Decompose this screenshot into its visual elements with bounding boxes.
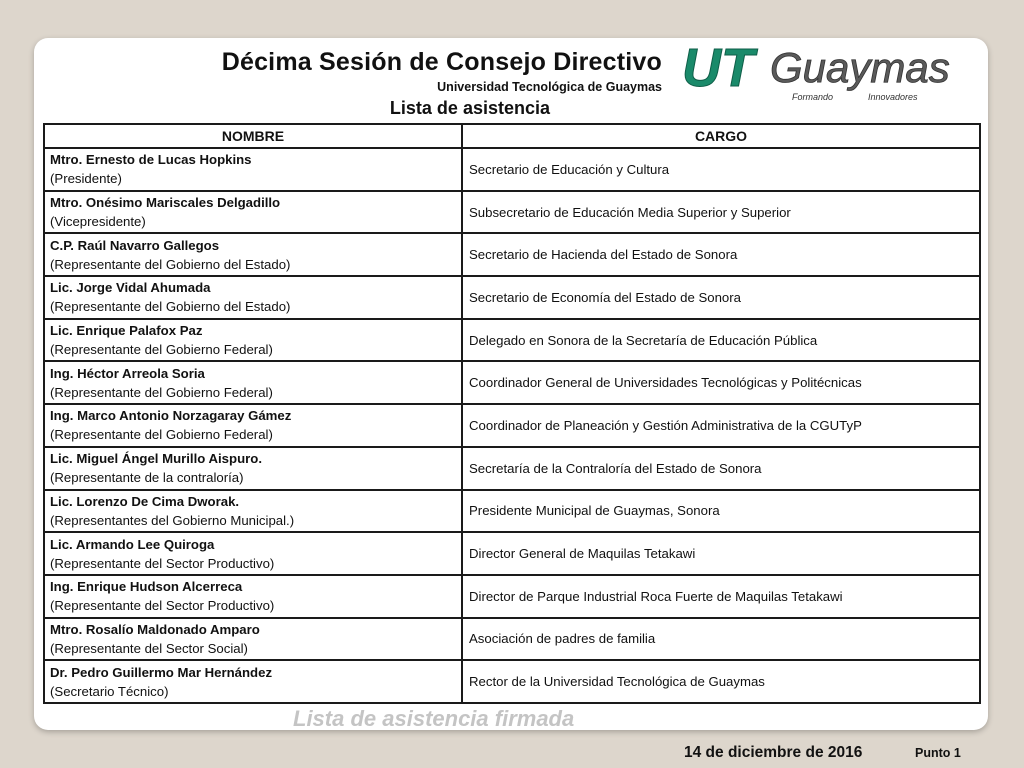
member-name: Dr. Pedro Guillermo Mar Hernández <box>50 664 273 680</box>
cargo-cell: Rector de la Universidad Tecnológica de Guaymas <box>462 660 980 703</box>
table-row <box>44 404 980 447</box>
cargo-cell: Secretario de Educación y Cultura <box>462 148 980 191</box>
agenda-point: Punto 1 <box>915 746 961 760</box>
table-row <box>44 447 980 490</box>
name-cell <box>44 490 462 533</box>
list-title: Lista de asistencia <box>389 98 550 118</box>
name-cell <box>44 319 462 362</box>
member-role: (Representante del Gobierno Federal) <box>50 342 273 358</box>
member-role: (Representante del Gobierno Federal) <box>50 427 273 443</box>
member-role: (Presidente) <box>50 171 122 187</box>
member-name: Lic. Lorenzo De Cima Dworak. <box>50 493 240 509</box>
name-cell <box>44 575 462 618</box>
cargo-cell: Secretario de Hacienda del Estado de Sonora <box>462 233 980 276</box>
cargo-cell: Secretario de Economía del Estado de Sonora <box>462 276 980 319</box>
table-row <box>44 490 980 533</box>
cargo-cell: Coordinador de Planeación y Gestión Administrativa de la CGUTyP <box>462 404 980 447</box>
name-cell <box>44 660 462 703</box>
member-role: (Representante del Gobierno Federal) <box>50 384 273 400</box>
name-cell <box>44 148 462 191</box>
table-row <box>44 660 980 703</box>
table-header-row <box>44 124 980 148</box>
ut-guaymas-logo <box>680 36 970 110</box>
name-cell <box>44 404 462 447</box>
cargo-cell: Delegado en Sonora de la Secretaría de Educación Pública <box>462 319 980 362</box>
table-row <box>44 618 980 661</box>
signed-list-note: Lista de asistencia firmada <box>293 706 575 731</box>
cargo-cell: Subsecretario de Educación Media Superior y Superior <box>462 191 980 234</box>
member-name: Lic. Jorge Vidal Ahumada <box>50 280 211 296</box>
cargo-cell: Secretaría de la Contraloría del Estado de Sonora <box>462 447 980 490</box>
name-cell <box>44 191 462 234</box>
member-name: Ing. Héctor Arreola Soria <box>50 365 205 381</box>
member-role: (Representante del Sector Productivo) <box>50 555 275 571</box>
member-role: (Secretario Técnico) <box>50 683 169 699</box>
header-cargo: CARGO <box>462 124 980 148</box>
page-title: Décima Sesión de Consejo Directivo <box>221 48 662 76</box>
header-nombre: NOMBRE <box>44 124 462 148</box>
name-cell <box>44 233 462 276</box>
table-row <box>44 233 980 276</box>
member-role: (Representante del Sector Social) <box>50 640 248 656</box>
member-role: (Representante del Sector Productivo) <box>50 598 275 614</box>
cargo-cell: Asociación de padres de familia <box>462 618 980 661</box>
table-row <box>44 191 980 234</box>
name-cell <box>44 618 462 661</box>
name-cell <box>44 361 462 404</box>
member-role: (Representante del Gobierno del Estado) <box>50 299 291 315</box>
table-row <box>44 148 980 191</box>
member-name: Mtro. Rosalío Maldonado Amparo <box>50 621 260 637</box>
table-row <box>44 319 980 362</box>
cargo-cell: Director de Parque Industrial Roca Fuerte de Maquilas Tetakawi <box>462 575 980 618</box>
table-row <box>44 532 980 575</box>
session-date: 14 de diciembre de 2016 <box>684 744 863 761</box>
logo-ut-text: UT <box>682 38 754 98</box>
member-name: Lic. Armando Lee Quiroga <box>50 536 215 552</box>
member-role: (Representante de la contraloría) <box>50 470 244 486</box>
member-name: Lic. Miguel Ángel Murillo Aispuro. <box>50 451 262 467</box>
cargo-cell: Director General de Maquilas Tetakawi <box>462 532 980 575</box>
member-role: (Representantes del Gobierno Municipal.) <box>50 512 295 528</box>
table-row <box>44 276 980 319</box>
member-name: Mtro. Onésimo Mariscales Delgadillo <box>50 195 281 211</box>
member-role: (Vicepresidente) <box>50 214 146 230</box>
logo-tagline-right: Innovadores <box>868 92 918 102</box>
name-cell <box>44 276 462 319</box>
member-role: (Representante del Gobierno del Estado) <box>50 256 291 272</box>
member-name: C.P. Raúl Navarro Gallegos <box>50 237 220 253</box>
table-row <box>44 575 980 618</box>
cargo-cell: Coordinador General de Universidades Tecnológicas y Politécnicas <box>462 361 980 404</box>
name-cell <box>44 532 462 575</box>
university-subtitle: Universidad Tecnológica de Guaymas <box>437 80 662 94</box>
member-name: Ing. Marco Antonio Norzagaray Gámez <box>50 408 292 424</box>
member-name: Lic. Enrique Palafox Paz <box>50 323 203 339</box>
table-row <box>44 361 980 404</box>
attendance-table <box>43 123 981 704</box>
logo-name-text: Guaymas <box>770 44 950 91</box>
member-name: Mtro. Ernesto de Lucas Hopkins <box>50 152 252 168</box>
name-cell <box>44 447 462 490</box>
member-name: Ing. Enrique Hudson Alcerreca <box>50 579 243 595</box>
cargo-cell: Presidente Municipal de Guaymas, Sonora <box>462 490 980 533</box>
logo-tagline-left: Formando <box>792 92 834 102</box>
